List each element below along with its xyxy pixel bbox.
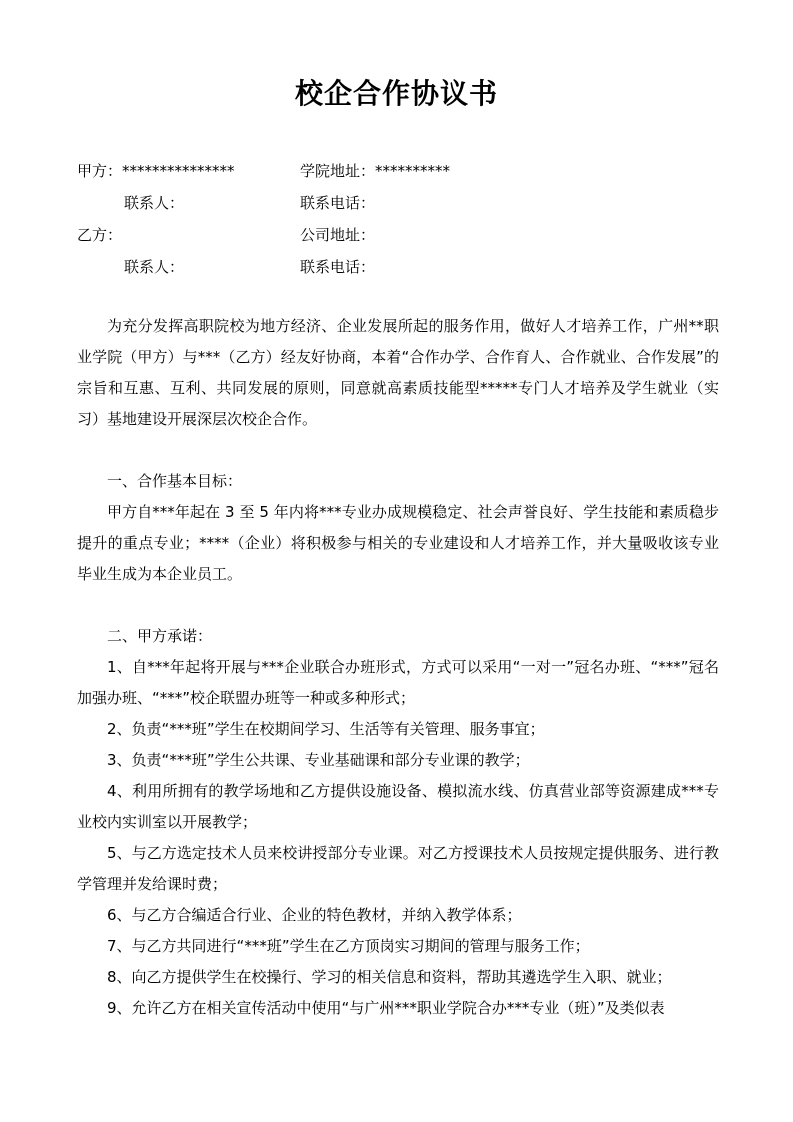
party-b-contact-label: 联系人： xyxy=(124,258,185,276)
section-2-item-7: 7、与乙方共同进行“***班”学生在乙方顶岗实习期间的管理与服务工作； xyxy=(107,937,590,955)
section-1-heading: 一、合作基本目标： xyxy=(107,472,243,490)
section-2-item-2: 2、负责“***班”学生在校期间学习、生活等有关管理、服务事宜； xyxy=(107,720,545,738)
party-a-label: 甲方：*************** xyxy=(77,162,235,180)
section-2 xyxy=(77,621,719,1024)
section-2-item-9: 9、允许乙方在相关宣传活动中使用“与广州***职业学院合办***专业（班）”及类似表 xyxy=(107,999,665,1017)
section-1 xyxy=(77,466,719,590)
section-2-item-6: 6、与乙方合编适合行业、企业的特色教材，并纳入教学体系； xyxy=(107,906,522,924)
party-b-label: 乙方： xyxy=(77,226,123,244)
section-2-item-1: 1、自***年起将开展与***企业联合办班形式，方式可以采用“一对一”冠名办班、“***”冠名加强办班、“***”校企联盟办班等一种或多种形式； xyxy=(77,658,719,707)
document-title: 校企合作协议书 xyxy=(294,77,498,110)
party-a-contact-label: 联系人： xyxy=(124,194,185,212)
section-1-paragraph: 甲方自***年起在 3 至 5 年内将***专业办成规模稳定、社会声誉良好、学生技能和素质稳步提升的重点专业；****（企业）将积极参与相关的专业建设和人才培养工作，并大量吸收该专业毕业生成为本企业员工。 xyxy=(77,503,719,583)
intro-block xyxy=(77,311,719,435)
section-2-item-3: 3、负责“***班”学生公共课、专业基础课和部分专业课的教学； xyxy=(107,751,530,769)
party-a-address-label: 学院地址：********** xyxy=(300,162,451,180)
party-b-address-label: 公司地址： xyxy=(300,226,376,244)
party-row-a-contact xyxy=(0,192,793,224)
party-row-a xyxy=(0,160,793,192)
party-a-phone-label: 联系电话： xyxy=(300,194,376,212)
intro-paragraph: 为充分发挥高职院校为地方经济、企业发展所起的服务作用，做好人才培养工作，广州**职业学院（甲方）与***（乙方）经友好协商，本着“合作办学、合作育人、合作就业、合作发展”的宗旨和互惠、互利、共同发展的原则，同意就高素质技能型*****专门人才培养及学生就业（实习）基地建设开展深层次校企合作。 xyxy=(77,317,719,428)
party-b-phone-label: 联系电话： xyxy=(300,258,376,276)
section-2-heading: 二、甲方承诺： xyxy=(107,627,213,645)
section-2-item-4: 4、利用所拥有的教学场地和乙方提供设施设备、模拟流水线、仿真营业部等资源建成***专业校内实训室以开展教学； xyxy=(77,782,719,831)
party-row-b xyxy=(0,224,793,256)
section-2-item-8: 8、向乙方提供学生在校操行、学习的相关信息和资料，帮助其遴选学生入职、就业； xyxy=(107,968,672,986)
section-2-item-5: 5、与乙方选定技术人员来校讲授部分专业课。对乙方授课技术人员按规定提供服务、进行教学管理并发给课时费； xyxy=(77,844,719,893)
party-row-b-contact xyxy=(0,256,793,288)
